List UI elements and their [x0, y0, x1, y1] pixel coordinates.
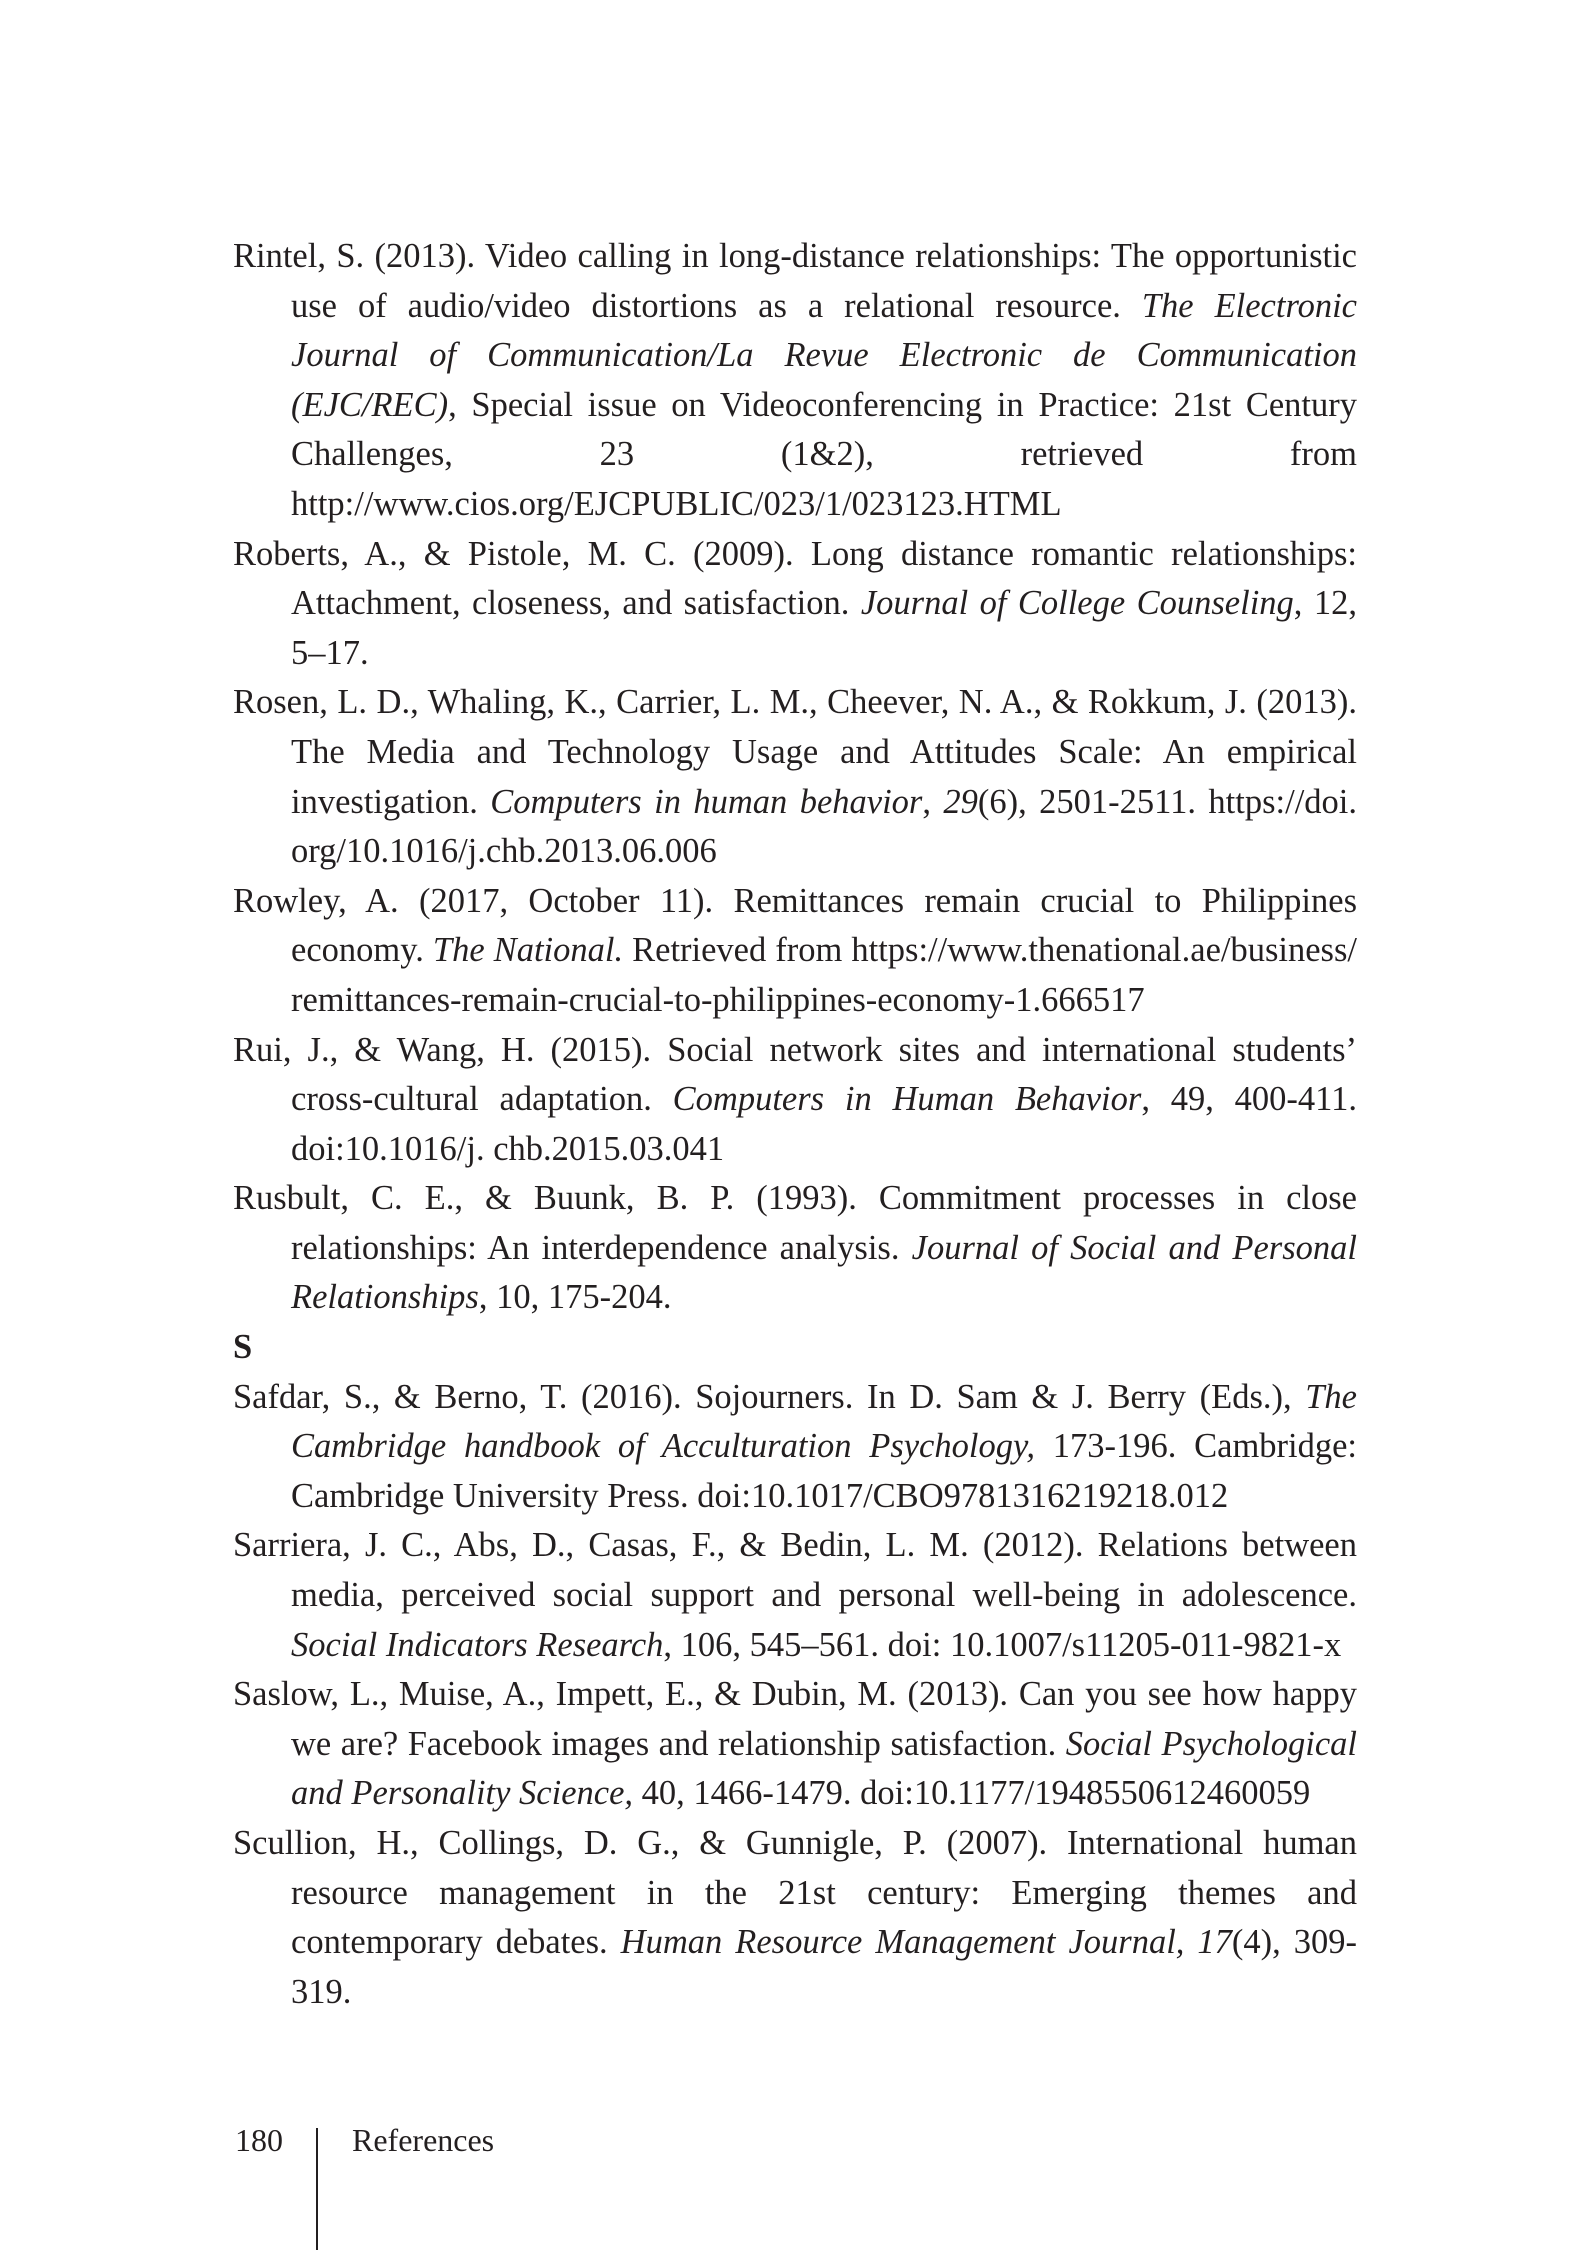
- reference-entry: [233, 530, 1357, 679]
- reference-entry: [233, 232, 1357, 530]
- footer-divider: [316, 2128, 318, 2250]
- reference-italic-text: Social Psychological and Personality Science,: [291, 1724, 1357, 1813]
- reference-entry: [233, 1819, 1357, 2017]
- reference-text: 173-196. Cambridge: Cambridge University Press. doi:10.1017/CBO9781316219218.012: [291, 1427, 1357, 1515]
- reference-text: , 10, 175-204.: [478, 1278, 672, 1317]
- reference-text: (4), 309-319.: [291, 1923, 1357, 2011]
- reference-text: , 106, 545–561. doi: 10.1007/s11205-011-9821-x: [663, 1625, 1342, 1664]
- reference-text: Retrieved from https://www.thenational.ae/business/ remittances-remain-crucial-to-philippines-economy-1.666517: [291, 931, 1357, 1019]
- reference-text: , 49, 400-411. doi:10.1016/j. chb.2015.03.041: [291, 1080, 1357, 1168]
- reference-entry: [233, 1174, 1357, 1323]
- reference-text: , 12, 5–17.: [291, 584, 1357, 672]
- reference-text: Saslow, L., Muise, A., Impett, E., & Dubin, M. (2013). Can you see how happy we are? Facebook images and relationship satisfaction.: [233, 1675, 1357, 1763]
- reference-text: 40, 1466-1479. doi:10.1177/1948550612460059: [633, 1774, 1311, 1813]
- reference-italic-text: 29: [943, 782, 978, 821]
- reference-entry: [233, 1670, 1357, 1819]
- reference-italic-text: The National.: [432, 931, 624, 970]
- page-number: 180: [235, 2122, 283, 2158]
- reference-entry: [233, 1373, 1357, 1522]
- reference-italic-text: Computers in Human Behavior: [672, 1080, 1142, 1119]
- reference-italic-text: Journal of College Counseling: [860, 584, 1294, 623]
- reference-text: ,: [922, 782, 944, 821]
- reference-entry: [233, 877, 1357, 1026]
- reference-text: Rusbult, C. E., & Buunk, B. P. (1993). Commitment processes in close relationships: An interdependence analysis.: [233, 1179, 1357, 1267]
- reference-entry: [233, 1521, 1357, 1670]
- reference-italic-text: The Electronic Journal of Communication/La Revue Electronic de Communication (EJC/REC): [291, 286, 1357, 424]
- reference-italic-text: Journal of Social and Personal Relationships: [291, 1228, 1357, 1317]
- reference-text: Scullion, H., Collings, D. G., & Gunnigle, P. (2007). International human resource management in the 21st century: Emerging themes and contemporary debates.: [233, 1824, 1357, 1962]
- reference-entry: [233, 1026, 1357, 1175]
- reference-italic-text: Computers in human behavior: [490, 782, 923, 821]
- running-footer-section: References: [352, 2122, 495, 2158]
- reference-italic-text: Social Indicators Research: [291, 1625, 664, 1664]
- reference-text: Rosen, L. D., Whaling, K., Carrier, L. M., Cheever, N. A., & Rokkum, J. (2013). The Media and Technology Usage and Attitudes Scale: An empirical investigation.: [233, 683, 1357, 821]
- reference-text: Roberts, A., & Pistole, M. C. (2009). Long distance romantic relationships: Attachment, closeness, and satisfaction.: [233, 534, 1357, 623]
- reference-text: Safdar, S., & Berno, T. (2016). Sojourners. In D. Sam & J. Berry (Eds.),: [233, 1377, 1306, 1416]
- reference-text: , Special issue on Videoconferencing in Practice: 21st Century Challenges, 23 (1&2), retrieved from http://www.cios.org/EJCPUBLIC/023/1/023123.HTML: [291, 385, 1357, 523]
- reference-text: Rowley, A. (2017, October 11). Remittances remain crucial to Philippines economy.: [233, 881, 1357, 970]
- reference-text: Sarriera, J. C., Abs, D., Casas, F., & Bedin, L. M. (2012). Relations between media, perceived social support and personal well-being in adolescence.: [233, 1526, 1357, 1615]
- reference-entry: [233, 678, 1357, 876]
- reference-text: (6), 2501-2511. https://doi. org/10.1016/j.chb.2013.06.006: [291, 782, 1357, 871]
- alphabet-section-heading: S: [233, 1328, 253, 1367]
- reference-text: Rintel, S. (2013). Video calling in long-distance relationships: The opportunistic use of audio/video distortions as a relational resource.: [233, 237, 1357, 325]
- reference-text: Rui, J., & Wang, H. (2015). Social network sites and international students’ cross-cultural adaptation.: [233, 1030, 1357, 1119]
- reference-italic-text: The Cambridge handbook of Acculturation Psychology,: [291, 1377, 1357, 1466]
- reference-italic-text: Human Resource Management Journal, 17: [620, 1923, 1232, 1962]
- reference-list: [233, 232, 1357, 2017]
